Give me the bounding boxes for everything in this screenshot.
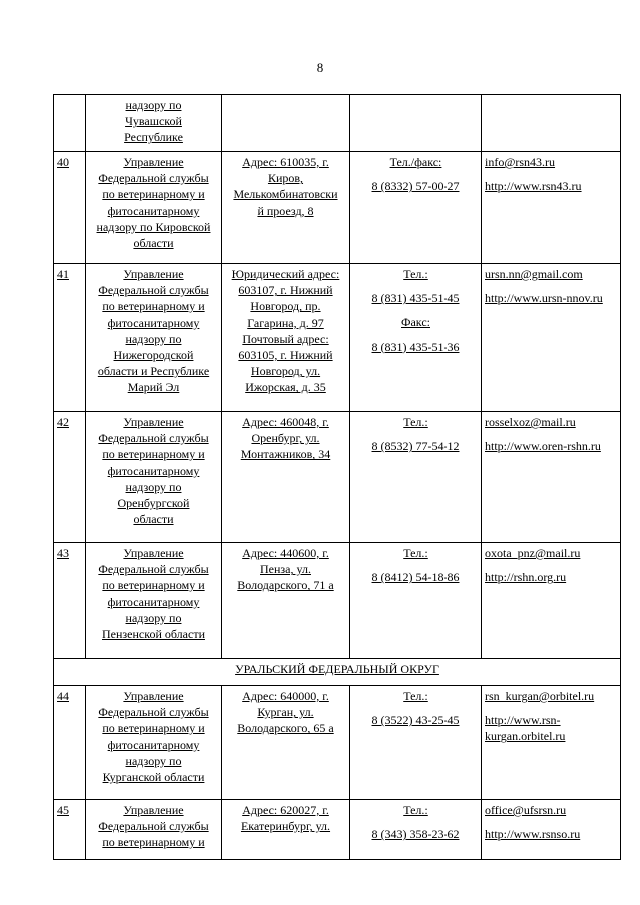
address-line: Адрес: 610035, г. xyxy=(242,155,329,169)
phone-cell xyxy=(350,412,482,543)
spacer xyxy=(485,561,617,569)
address-line: Монтажников, 34 xyxy=(240,447,331,462)
address-cell xyxy=(222,95,350,152)
phone-label: Тел.: xyxy=(403,267,428,281)
row-number-cell: 45 xyxy=(54,800,86,860)
spacer xyxy=(353,818,478,826)
address-line: Адрес: 460048, г. xyxy=(242,415,329,429)
website-link[interactable]: http://www.rsn- xyxy=(485,713,561,728)
address-cell xyxy=(222,264,350,412)
address-line: Пенза, ул. xyxy=(260,562,311,577)
spacer xyxy=(353,430,478,438)
spacer xyxy=(485,704,617,712)
org-name-line: Нижегородской xyxy=(113,348,194,363)
address-cell xyxy=(222,800,350,860)
row-number-cell: 44 xyxy=(54,686,86,800)
phone-cell xyxy=(350,543,482,659)
address-line: Володарского, 71 а xyxy=(237,578,334,593)
address-line: Ижорская, д. 35 xyxy=(245,380,326,395)
contacts-cell xyxy=(482,800,621,860)
fax-label: Факс: xyxy=(401,315,430,330)
org-name-line: надзору по Кировской xyxy=(96,219,211,234)
phone-number: 8 (831) 435-51-45 xyxy=(371,291,460,306)
org-name-line: Оренбургской xyxy=(117,496,190,511)
phone-cell xyxy=(350,264,482,412)
org-name-line: Республике xyxy=(124,130,183,145)
org-name-line: фитосанитарному xyxy=(107,203,200,218)
table-row xyxy=(54,800,621,860)
org-name-line: по ветеринарному и xyxy=(102,835,205,850)
address-line: Гагарина, д. 97 xyxy=(247,315,324,330)
phone-number: 8 (8332) 57-00-27 xyxy=(371,179,460,194)
phone-cell xyxy=(350,95,482,152)
phone-cell xyxy=(350,152,482,264)
org-name-line: надзору по xyxy=(125,331,182,346)
website-link[interactable]: http://www.rsn43.ru xyxy=(485,179,582,194)
website-link[interactable]: http://www.ursn-nnov.ru xyxy=(485,291,603,306)
email-link[interactable]: oxota_pnz@mail.ru xyxy=(485,546,581,560)
email-link[interactable]: rsn_kurgan@orbitel.ru xyxy=(485,689,595,703)
address-cell xyxy=(222,412,350,543)
phone-number: 8 (343) 358-23-62 xyxy=(371,827,460,842)
org-name-line: Федеральной службы xyxy=(98,431,209,446)
org-name-line: по ветеринарному и xyxy=(102,299,205,314)
table-row-continuation xyxy=(54,95,621,152)
org-name-line: Федеральной службы xyxy=(98,819,209,834)
org-name-line: фитосанитарному xyxy=(107,594,200,609)
org-name-line: по ветеринарному и xyxy=(102,578,205,593)
org-name-cell xyxy=(86,686,222,800)
org-name-line: надзору по xyxy=(125,753,182,768)
table-row xyxy=(54,412,621,543)
phone-label: Тел.: xyxy=(403,546,428,560)
org-name-line: Чувашской xyxy=(125,114,182,129)
row-number-cell: 40 xyxy=(54,152,86,264)
address-cell xyxy=(222,152,350,264)
address-line: Мелькомбинатовски xyxy=(233,187,338,202)
table-row xyxy=(54,264,621,412)
table-row xyxy=(54,152,621,264)
phone-cell xyxy=(350,800,482,860)
org-name-line: по ветеринарному и xyxy=(102,721,205,736)
address-line: Почтовый адрес: xyxy=(242,331,329,346)
org-name-line: Федеральной службы xyxy=(98,283,209,298)
spacer xyxy=(485,818,617,826)
org-name-cell xyxy=(86,412,222,543)
address-line: Володарского, 65 а xyxy=(237,721,334,736)
phone-cell xyxy=(350,686,482,800)
org-name-line: Курганской области xyxy=(102,770,205,785)
address-line: Курган, ул. xyxy=(257,705,314,720)
spacer xyxy=(353,561,478,569)
email-link[interactable]: office@ufsrsn.ru xyxy=(485,803,567,817)
page-number: 8 xyxy=(316,60,324,75)
phone-label: Тел.: xyxy=(403,689,428,703)
address-line: й проезд, 8 xyxy=(257,203,314,218)
address-line: Новгород, пр. xyxy=(250,299,321,314)
address-cell xyxy=(222,686,350,800)
email-link[interactable]: rosselxoz@mail.ru xyxy=(485,415,576,429)
spacer xyxy=(485,170,617,178)
address-line: Адрес: 640000, г. xyxy=(242,689,329,703)
org-name-line: Марий Эл xyxy=(127,380,180,395)
org-name-line: по ветеринарному и xyxy=(102,187,205,202)
org-name-cell xyxy=(86,264,222,412)
org-name-line: фитосанитарному xyxy=(107,737,200,752)
org-name-cell xyxy=(86,543,222,659)
address-line: 603107, г. Нижний xyxy=(238,283,333,298)
contacts-table xyxy=(53,94,621,860)
org-name-line: фитосанитарному xyxy=(107,315,200,330)
org-name-line: Федеральной службы xyxy=(98,562,209,577)
contacts-cell xyxy=(482,412,621,543)
row-number-cell: 43 xyxy=(54,543,86,659)
phone-number: 8 (3522) 43-25-45 xyxy=(371,713,460,728)
table-row xyxy=(54,686,621,800)
email-link[interactable]: info@rsn43.ru xyxy=(485,155,556,169)
org-name-line: области и Республике xyxy=(97,364,210,379)
website-link[interactable]: kurgan.orbitel.ru xyxy=(485,729,566,744)
website-link[interactable]: http://www.oren-rshn.ru xyxy=(485,439,601,454)
spacer xyxy=(353,170,478,178)
contacts-cell xyxy=(482,95,621,152)
org-name-line: Пензенской области xyxy=(102,627,205,642)
org-name-line: по ветеринарному и xyxy=(102,447,205,462)
org-name-line: надзору по xyxy=(125,98,182,112)
org-name-line: Управление xyxy=(123,546,184,560)
org-name-line: Управление xyxy=(123,415,184,429)
org-name-line: Управление xyxy=(123,803,184,817)
org-name-line: области xyxy=(133,512,174,527)
row-number-cell xyxy=(54,95,86,152)
spacer xyxy=(353,306,478,314)
contacts-cell xyxy=(482,152,621,264)
spacer xyxy=(353,331,478,339)
address-line: Киров, xyxy=(267,171,304,186)
website-link[interactable]: http://rshn.org.ru xyxy=(485,570,567,585)
address-line: Адрес: 620027, г. xyxy=(242,803,329,817)
region-row xyxy=(54,659,621,686)
org-name-line: области xyxy=(133,236,174,251)
org-name-line: фитосанитарному xyxy=(107,463,200,478)
address-cell xyxy=(222,543,350,659)
phone-label: Тел.: xyxy=(403,415,428,429)
phone-number: 8 (8532) 77-54-12 xyxy=(371,439,460,454)
region-title: УРАЛЬСКИЙ ФЕДЕРАЛЬНЫЙ ОКРУГ xyxy=(54,659,621,686)
spacer xyxy=(353,704,478,712)
org-name-cell xyxy=(86,800,222,860)
org-name-cell xyxy=(86,152,222,264)
fax-number: 8 (831) 435-51-36 xyxy=(371,339,460,354)
org-name-line: Управление xyxy=(123,689,184,703)
address-line: Екатеринбург, ул. xyxy=(240,819,331,834)
org-name-line: Управление xyxy=(123,267,184,281)
phone-label: Тел.: xyxy=(403,803,428,817)
org-name-line: Управление xyxy=(123,155,184,169)
address-line: Адрес: 440600, г. xyxy=(242,546,329,560)
table-row xyxy=(54,543,621,659)
address-line: Новгород, ул. xyxy=(250,364,321,379)
phone-label: Тел./факс: xyxy=(389,155,442,169)
address-line: Оренбург, ул. xyxy=(251,431,320,446)
org-name-line: Федеральной службы xyxy=(98,171,209,186)
email-link[interactable]: ursn.nn@gmail.com xyxy=(485,267,583,281)
contacts-cell xyxy=(482,543,621,659)
org-name-cell xyxy=(86,95,222,152)
contacts-cell xyxy=(482,686,621,800)
org-name-line: надзору по xyxy=(125,610,182,625)
org-name-line: Федеральной службы xyxy=(98,705,209,720)
spacer xyxy=(485,430,617,438)
org-name-line: надзору по xyxy=(125,479,182,494)
address-line: Юридический адрес: xyxy=(231,267,340,281)
spacer xyxy=(353,282,478,290)
spacer xyxy=(485,282,617,290)
contacts-cell xyxy=(482,264,621,412)
website-link[interactable]: http://www.rsnso.ru xyxy=(485,827,581,842)
address-line: 603105, г. Нижний xyxy=(238,348,333,363)
row-number-cell: 41 xyxy=(54,264,86,412)
row-number-cell: 42 xyxy=(54,412,86,543)
phone-number: 8 (8412) 54-18-86 xyxy=(371,570,460,585)
